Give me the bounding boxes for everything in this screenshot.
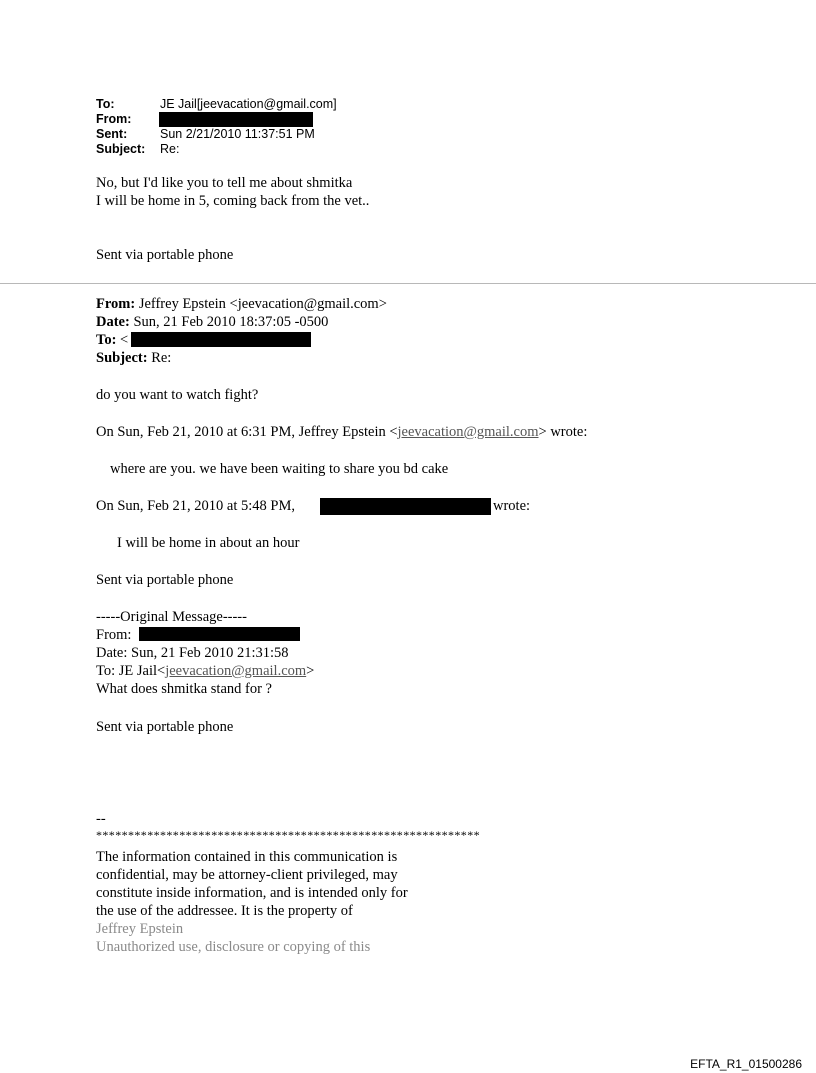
on-line-1-suffix: > wrote: [538, 424, 588, 440]
signature-1: Sent via portable phone [96, 572, 234, 588]
message-1: where are you. we have been waiting to share you bd cake [110, 461, 449, 477]
quoted-date-label: Date: [96, 314, 130, 330]
footer-stars: ************************************************************ [96, 828, 480, 842]
disclaimer-line-4: the use of the addressee. It is the property of [96, 903, 353, 919]
original-date: Date: Sun, 21 Feb 2010 21:31:58 [96, 645, 289, 661]
divider [0, 283, 816, 284]
original-to-prefix: To: JE Jail< [96, 663, 166, 679]
original-to-line [96, 663, 314, 679]
disclaimer-line-3: constitute inside information, and is intended only for [96, 885, 408, 901]
quoted-from-label: From: [96, 296, 136, 312]
sent-label: Sent: [96, 127, 128, 141]
signature-2: Sent via portable phone [96, 719, 234, 735]
quoted-subject-label: Subject: [96, 350, 148, 366]
sent-value: Sun 2/21/2010 11:37:51 PM [160, 127, 315, 141]
quoted-date-value: Sun, 21 Feb 2010 18:37:05 -0500 [133, 314, 329, 330]
disclaimer-line-6: Unauthorized use, disclosure or copying of this [96, 939, 371, 955]
to-label: To: [96, 97, 115, 111]
reply-signature: Sent via portable phone [96, 247, 234, 263]
on-line-1 [96, 424, 587, 440]
disclaimer-line-1: The information contained in this communication is [96, 849, 398, 865]
quoted-to-line [96, 332, 128, 348]
original-to-suffix: > [306, 663, 315, 679]
quoted-from-value: Jeffrey Epstein <jeevacation@gmail.com> [138, 296, 387, 312]
quoted-subject-line [96, 350, 171, 366]
original-from-label: From: [96, 627, 132, 643]
reply-line-1: No, but I'd like you to tell me about shmitka [96, 175, 353, 191]
quoted-date-line [96, 314, 328, 330]
subject-value: Re: [160, 142, 180, 156]
quoted-from-line [96, 296, 387, 312]
original-message-header: -----Original Message----- [96, 609, 247, 625]
email-link[interactable]: jeevacation@gmail.com [397, 424, 539, 440]
quoted-to-value: < [120, 332, 129, 348]
on-line-2-suffix: wrote: [493, 498, 531, 514]
message-2: I will be home in about an hour [117, 535, 300, 551]
quoted-subject-value: Re: [151, 350, 172, 366]
footer-dashes: -- [96, 811, 106, 827]
disclaimer-line-2: confidential, may be attorney-client privileged, may [96, 867, 398, 883]
to-value: JE Jail[jeevacation@gmail.com] [160, 97, 337, 111]
original-body: What does shmitka stand for ? [96, 681, 272, 697]
quoted-to-label: To: [96, 332, 117, 348]
quoted-body: do you want to watch fight? [96, 387, 259, 403]
disclaimer-line-5: Jeffrey Epstein [96, 921, 184, 937]
redaction-bar [320, 498, 491, 515]
subject-label: Subject: [96, 142, 146, 156]
reply-line-2: I will be home in 5, coming back from the vet.. [96, 193, 370, 209]
redaction-bar [131, 332, 311, 347]
from-label: From: [96, 112, 132, 126]
redaction-bar [139, 627, 300, 641]
on-line-1-prefix: On Sun, Feb 21, 2010 at 6:31 PM, Jeffrey Epstein < [96, 424, 398, 440]
email-link[interactable]: jeevacation@gmail.com [165, 663, 307, 679]
redaction-bar [159, 112, 313, 127]
bates-number: EFTA_R1_01500286 [690, 1057, 802, 1071]
on-line-2-prefix: On Sun, Feb 21, 2010 at 5:48 PM, [96, 498, 295, 514]
